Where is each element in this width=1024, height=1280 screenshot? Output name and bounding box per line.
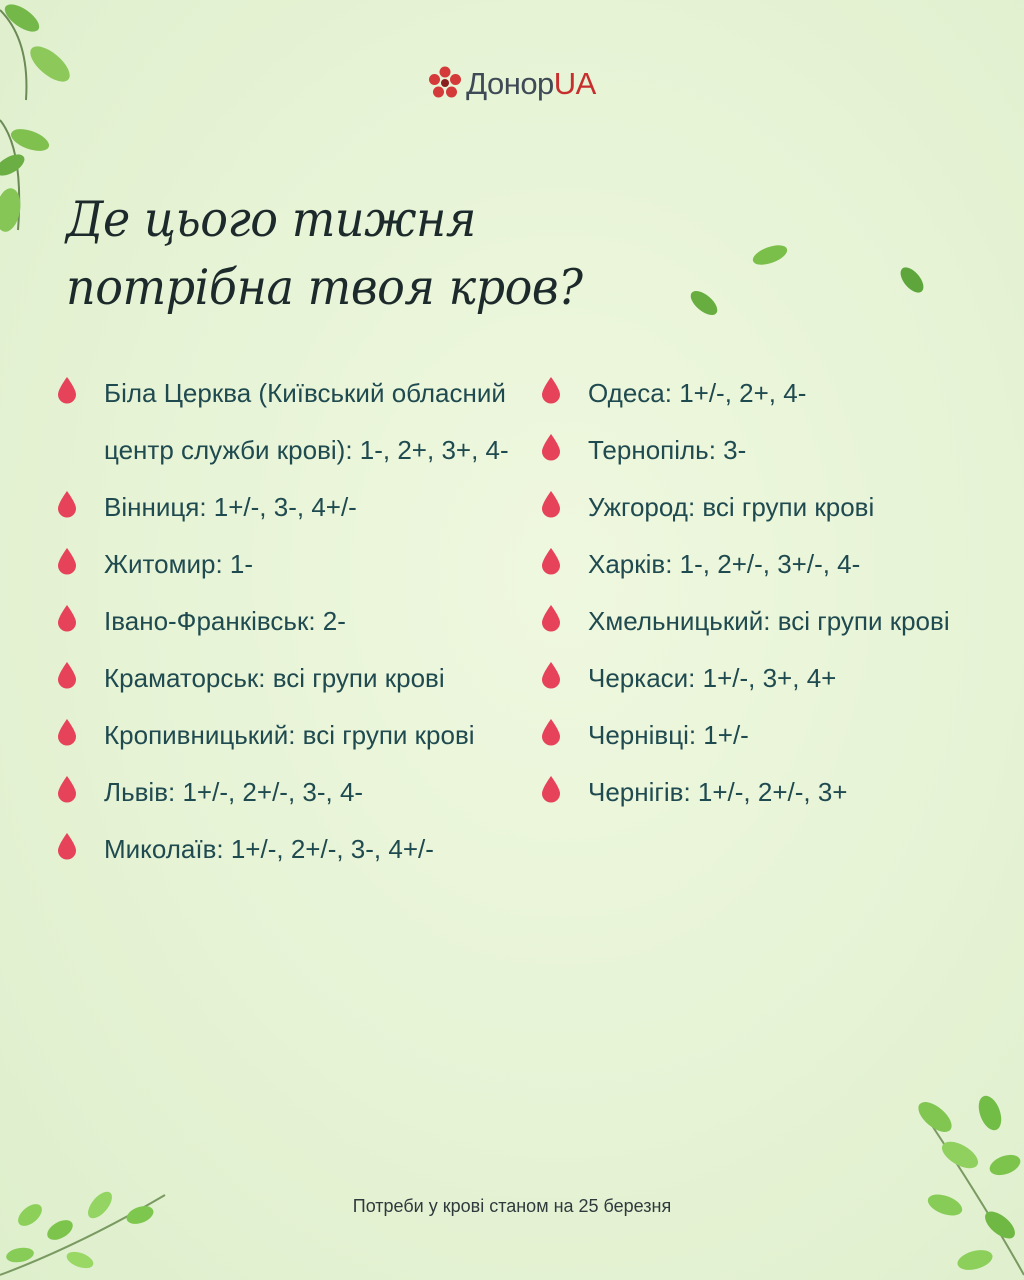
list-item-text: Одеса: 1+/-, 2+, 4- (588, 378, 807, 408)
blood-drop-icon (540, 376, 562, 404)
list-item-text: Львів: 1+/-, 2+/-, 3-, 4- (104, 777, 364, 807)
leaves-bottom-right-icon (905, 1095, 1024, 1280)
flower-icon (428, 66, 462, 100)
blood-drop-icon (540, 490, 562, 518)
list-item-text: Івано-Франківськ: 2- (104, 606, 346, 636)
blood-drop-icon (56, 490, 78, 518)
list-item (540, 593, 1010, 650)
donor-ua-logo (0, 66, 1024, 100)
list-item (540, 365, 1010, 422)
blood-drop-icon (56, 832, 78, 860)
blood-drop-icon (540, 604, 562, 632)
blood-drop-icon (56, 718, 78, 746)
blood-drop-icon (540, 547, 562, 575)
list-item (56, 650, 536, 707)
right-city-list (540, 365, 1010, 821)
list-item (56, 764, 536, 821)
page-title (66, 186, 583, 322)
list-item (540, 479, 1010, 536)
title-line-2: потрібна твоя кров? (66, 259, 583, 316)
title-line-1: Де цього тижня (66, 191, 476, 248)
list-item-text: Вінниця: 1+/-, 3-, 4+/- (104, 492, 357, 522)
list-item-text: Чернігів: 1+/-, 2+/-, 3+ (588, 777, 848, 807)
list-item-text: Чернівці: 1+/- (588, 720, 749, 750)
list-item-text: Ужгород: всі групи крові (588, 492, 875, 522)
list-item-text: Харків: 1-, 2+/-, 3+/-, 4- (588, 549, 861, 579)
footer-note: Потреби у крові станом на 25 березня (352, 1196, 672, 1216)
list-item-text: Миколаїв: 1+/-, 2+/-, 3-, 4+/- (104, 834, 434, 864)
list-item (540, 650, 1010, 707)
logo-word: Донор (466, 65, 554, 101)
list-item (540, 764, 1010, 821)
list-item-text: Житомир: 1- (104, 549, 254, 579)
list-item (56, 821, 536, 878)
list-item (56, 707, 536, 764)
blood-drop-icon (540, 718, 562, 746)
logo-accent: UA (553, 65, 596, 101)
list-item-text: Краматорськ: всі групи крові (104, 663, 445, 693)
floating-leaves-icon (680, 235, 940, 330)
logo-text (466, 65, 596, 101)
blood-drop-icon (56, 604, 78, 632)
list-item (56, 479, 536, 536)
blood-drop-icon (56, 775, 78, 803)
list-item-text: Тернопіль: 3- (588, 435, 747, 465)
left-city-list (56, 365, 536, 878)
list-item-text: Черкаси: 1+/-, 3+, 4+ (588, 663, 837, 693)
blood-drop-icon (540, 775, 562, 803)
blood-drop-icon (540, 433, 562, 461)
list-item-text: Кропивницький: всі групи крові (104, 720, 475, 750)
blood-drop-icon (56, 661, 78, 689)
list-item-text: Біла Церква (Київський обласний центр служби крові): 1-, 2+, 3+, 4- (104, 378, 509, 465)
blood-drop-icon (56, 376, 78, 404)
list-item (540, 536, 1010, 593)
list-item (56, 365, 536, 479)
list-item-text: Хмельницький: всі групи крові (588, 606, 950, 636)
blood-drop-icon (56, 547, 78, 575)
list-item (56, 593, 536, 650)
list-item (540, 422, 1010, 479)
list-item (540, 707, 1010, 764)
list-item (56, 536, 536, 593)
blood-drop-icon (540, 661, 562, 689)
